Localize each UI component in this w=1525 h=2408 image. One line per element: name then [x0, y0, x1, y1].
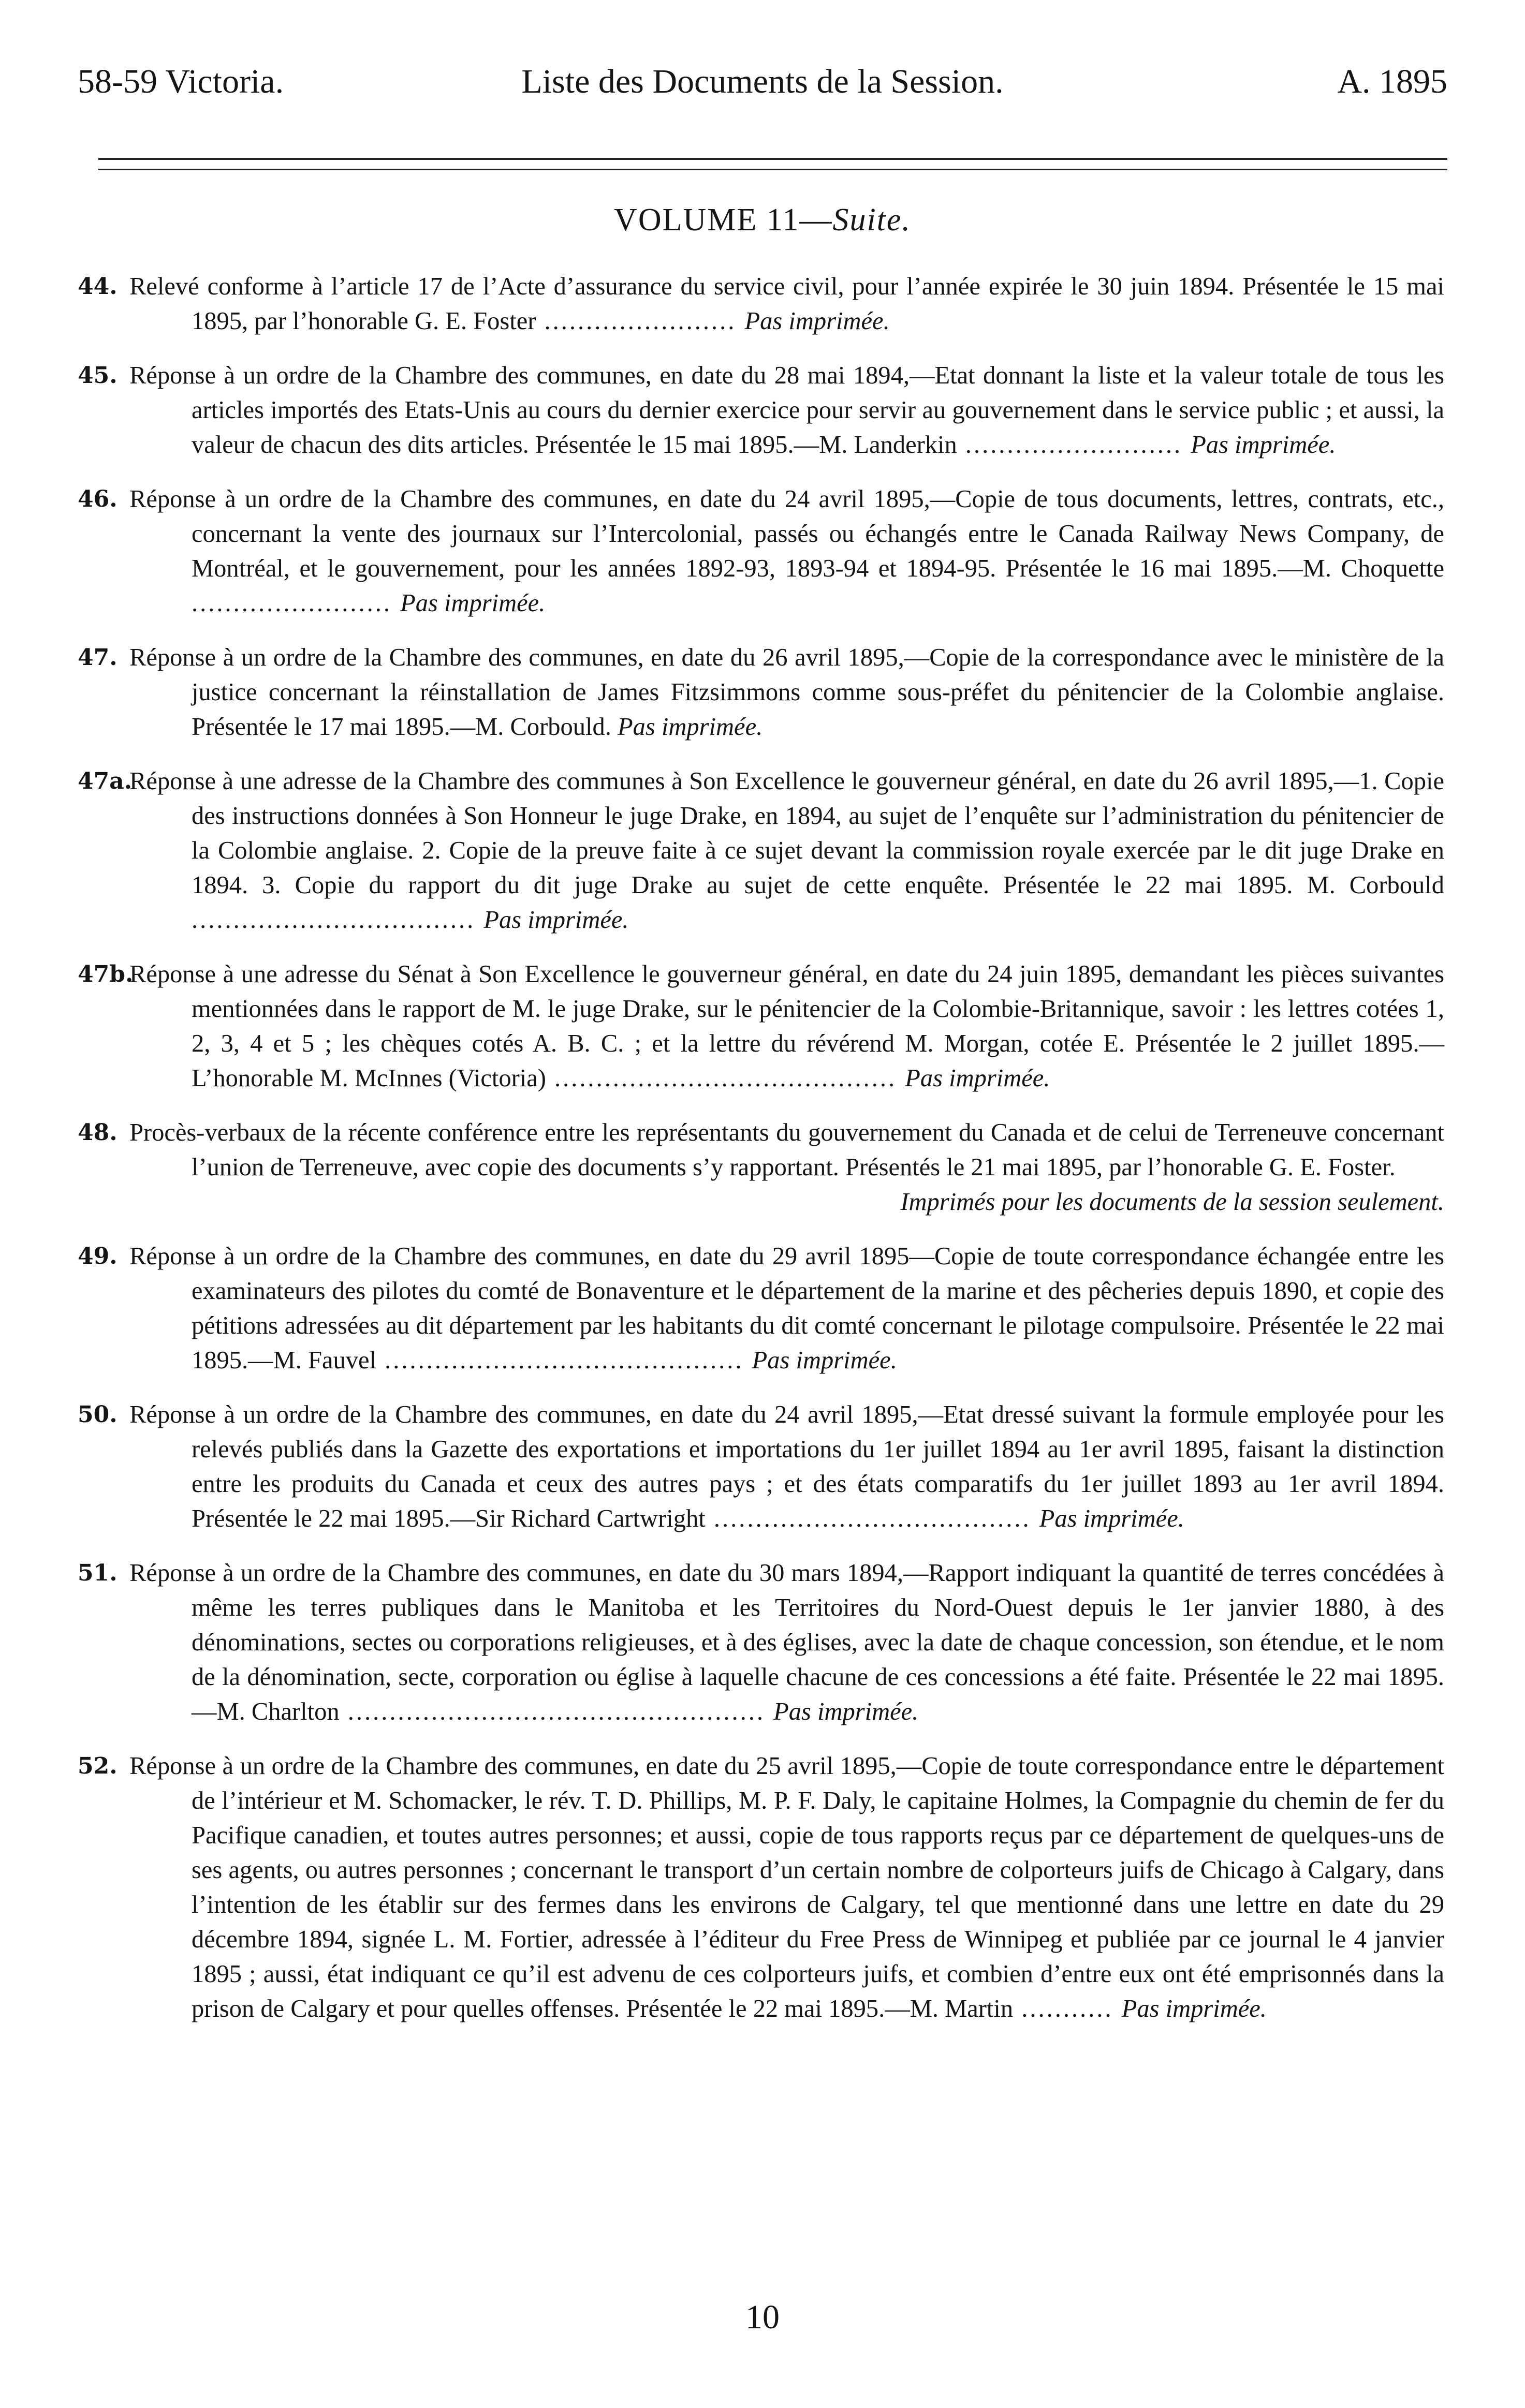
entry-text: Réponse à un ordre de la Chambre des communes, en date du 29 avril 1895—Copie de toute correspondance échangée entre les examinateurs des pilotes du comté de Bonaventure et le département de la marine et des pêcheries depuis 1890, et copie des pétitions adressées au dit département par les habitants du dit comté concernant le pilotage compulsoire. Présentée le 22 mai 1895.—M. Fauvel: [129, 1243, 1444, 1374]
entry-number: 47b.: [78, 961, 134, 987]
list-item: [78, 482, 1444, 621]
entry-status: Pas imprimée.: [618, 713, 763, 741]
list-item: [78, 957, 1444, 1096]
entry-text: Réponse à un ordre de la Chambre des communes, en date du 24 avril 1895,—Copie de tous documents, lettres, contrats, etc., concernant la vente des journaux sur l’Intercolonial, passés ou échangés entre le Canada Railway News Company, de Montréal, et le gouvernement, pour les années 1892-93, 1893-94 et 1894-95. Présentée le 16 mai 1895.—M. Choquette: [129, 485, 1444, 582]
entry-status: Imprimés pour les documents de la session seulement.: [900, 1188, 1444, 1216]
list-item: [78, 269, 1444, 338]
entry-text: Procès-verbaux de la récente conférence entre les représentants du gouvernement du Canada et de celui de Terreneuve concernant l’union de Terreneuve, avec copie des documents s’y rapportant. Présentés le 21 mai 1895, par l’honorable G. E. Foster.: [129, 1119, 1444, 1181]
entry-number: 44.: [78, 273, 118, 300]
entry-number: 48.: [78, 1119, 118, 1146]
entry-status: Pas imprimée.: [1191, 431, 1336, 459]
header-rule-thick: [98, 158, 1447, 160]
entry-number: 50.: [78, 1401, 118, 1428]
entry-number: 47a.: [78, 768, 133, 794]
entry-text-block: [129, 1239, 1444, 1378]
leader-dots: ...........: [1013, 1995, 1122, 2022]
entry-text-block: [129, 1397, 1444, 1536]
entry-text-block: [129, 482, 1444, 621]
entry-status: Pas imprimée.: [744, 307, 890, 335]
entry-number: 47.: [78, 644, 118, 671]
leader-dots: ..................................: [192, 906, 484, 934]
list-item: [78, 1397, 1444, 1536]
document-list: [78, 269, 1444, 2046]
entry-text-block: [129, 764, 1444, 937]
leader-dots: ......................................: [705, 1505, 1039, 1532]
entry-text: Relevé conforme à l’article 17 de l’Acte d’assurance du service civil, pour l’année expirée le 30 juin 1894. Présentée le 15 mai 1895, par l’honorable G. E. Foster: [129, 273, 1444, 335]
header-title: Liste des Documents de la Session.: [521, 63, 1004, 100]
leader-dots: ........................: [192, 589, 401, 617]
list-item: [78, 1239, 1444, 1378]
leader-dots: ...........................................: [376, 1347, 752, 1374]
list-item: [78, 640, 1444, 744]
list-item: [78, 1556, 1444, 1729]
entry-text-block: [129, 957, 1444, 1096]
list-item: [78, 358, 1444, 462]
volume-suite: Suite.: [832, 202, 911, 238]
entry-status: Pas imprimée.: [752, 1347, 897, 1374]
entry-status: Pas imprimée.: [483, 906, 629, 934]
page-number: 10: [745, 2298, 780, 2336]
entry-text: Réponse à un ordre de la Chambre des communes, en date du 24 avril 1895,—Etat dressé suivant la formule employée pour les relevés publiés dans la Gazette des exportations et importations du 1er juillet 1894 au 1er avril 1895, faisant la distinction entre les produits du Canada et ceux des autres pays ; et des états comparatifs du 1er juillet 1893 au 1er avril 1894. Présentée le 22 mai 1895.—Sir Richard Cartwright: [129, 1401, 1444, 1532]
entry-text: Réponse à un ordre de la Chambre des communes, en date du 30 mars 1894,—Rapport indiquant la quantité de terres concédées à même les terres publiques dans le Manitoba et les Territoires du Nord-Ouest depuis le 1er janvier 1880, à des dénominations, sectes ou corporations religieuses, et à des églises, avec la date de chaque concession, son étendue, et le nom de la dénomination, secte, corporation ou église à laquelle chacune de ces concessions a été faite. Présentée le 22 mai 1895.—M. Charlton: [129, 1559, 1444, 1725]
entry-number: 52.: [78, 1753, 118, 1779]
entry-number: 51.: [78, 1560, 118, 1586]
entry-status: Pas imprimée.: [905, 1065, 1050, 1092]
entry-text-block: [129, 1749, 1444, 2026]
entry-text: Réponse à une adresse du Sénat à Son Excellence le gouverneur général, en date du 24 juin 1895, demandant les pièces suivantes mentionnées dans le rapport de M. le juge Drake, sur le pénitencier de la Colombie-Britannique, savoir : les lettres cotées 1, 2, 3, 4 et 5 ; les chèques cotés A. B. C. ; et la lettre du révérend M. Morgan, cotée E. Présentée le 2 juillet 1895.—L’honorable M. McInnes (Victoria): [129, 961, 1444, 1092]
volume-heading: [0, 202, 1525, 239]
entry-status: Pas imprimée.: [773, 1698, 919, 1725]
entry-number: 49.: [78, 1243, 118, 1269]
running-header: [78, 62, 1447, 119]
entry-text-block: [129, 358, 1444, 462]
entry-status: Pas imprimée.: [400, 589, 546, 617]
volume-label: VOLUME 11—: [614, 202, 833, 238]
entry-text-block: [129, 269, 1444, 338]
leader-dots: .......................: [536, 307, 745, 335]
entry-text: Réponse à un ordre de la Chambre des communes, en date du 28 mai 1894,—Etat donnant la liste et la valeur totale de tous les articles importés des Etats-Unis au cours du dernier exercice pour servir au gouvernement dans le service public ; et aussi, la valeur de chacun des dits articles. Présentée le 15 mai 1895.—M. Landerkin: [129, 362, 1444, 459]
header-series: A. 1895: [1337, 63, 1447, 100]
entry-status: Pas imprimée.: [1121, 1995, 1267, 2022]
entry-text-block: [129, 1115, 1444, 1185]
entry-number: 46.: [78, 486, 118, 512]
list-item: [78, 1115, 1444, 1219]
entry-status: Pas imprimée.: [1039, 1505, 1184, 1532]
entry-text: Réponse à un ordre de la Chambre des communes, en date du 26 avril 1895,—Copie de la correspondance avec le ministère de la justice concernant la réinstallation de James Fitzsimmons comme sous-préfet du pénitencier de la Colombie anglaise. Présentée le 17 mai 1895.—M. Corbould.: [129, 644, 1444, 741]
entry-number: 45.: [78, 362, 118, 389]
leader-dots: .........................................: [546, 1065, 905, 1092]
header-rule-thin: [98, 169, 1447, 170]
list-item: [78, 764, 1444, 937]
leader-dots: ..................................................: [339, 1698, 774, 1725]
leader-dots: ..........................: [957, 431, 1191, 459]
entry-text-block: [129, 640, 1444, 744]
list-item: [78, 1749, 1444, 2026]
header-reign: 58-59 Victoria.: [78, 63, 284, 100]
entry-text: Réponse à un ordre de la Chambre des communes, en date du 25 avril 1895,—Copie de toute correspondance entre le département de l’intérieur et M. Schomacker, le rév. T. D. Phillips, M. P. F. Daly, le capitaine Holmes, la Compagnie du chemin de fer du Pacifique canadien, et toutes autres personnes; et aussi, copie de tous rapports reçus par ce département de quelques-uns de ses agents, ou autres personnes ; concernant le transport d’un certain nombre de colporteurs juifs de Chicago à Calgary, dans l’intention de les établir sur des fermes dans les environs de Calgary, tel que mentionné dans une lettre en date du 29 décembre 1894, signée L. M. Fortier, adressée à l’éditeur du Free Press de Winnipeg et publiée par ce journal le 4 janvier 1895 ; aussi, état indiquant ce qu’il est advenu de ces colporteurs juifs, et combien d’entre eux ont été emprisonnés dans la prison de Calgary et pour quelles offenses. Présentée le 22 mai 1895.—M. Martin: [129, 1752, 1444, 2022]
entry-text: Réponse à une adresse de la Chambre des communes à Son Excellence le gouverneur général, en date du 26 avril 1895,—1. Copie des instructions données à Son Honneur le juge Drake, en 1894, au sujet de l’enquête sur l’administration du pénitencier de la Colombie anglaise. 2. Copie de la preuve faite à ce sujet devant la commission royale exercée par le dit juge Drake en 1894. 3. Copie du rapport du dit juge Drake au sujet de cette enquête. Présentée le 22 mai 1895. M. Corbould: [129, 767, 1444, 899]
entry-text-block: [129, 1556, 1444, 1729]
